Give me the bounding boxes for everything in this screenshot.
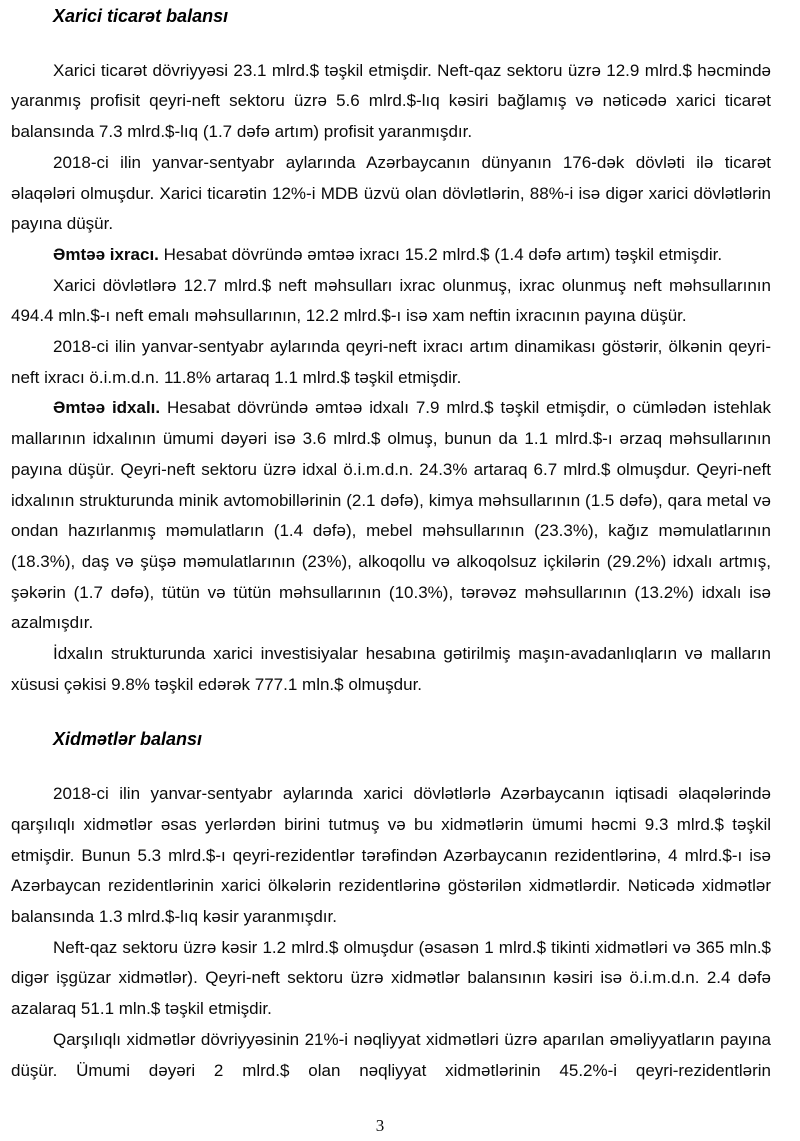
paragraph-text: İdxalın strukturunda xarici investisiyalar hesabına gətirilmiş maşın-avadanlıqların və malların xüsusi çəkisi 9.8% təşkil edərək 777.1 mln.$ olmuşdur. — [11, 644, 771, 694]
paragraph-text: 2018-ci ilin yanvar-sentyabr aylarında xarici dövlətlərlə Azərbaycanın iqtisadi əlaqələrində qarşılıqlı xidmətlər əsas yerlərdən birini tutmuş və bu xidmətlərin ümumi həcmi 9.3 mlrd.$ təşkil etmişdir. Bunun 5.3 mlrd.$-ı qeyri-rezidentlər tərəfindən Azərbaycanın rezidentlərinə, 4 mlrd.$-ı isə Azərbaycan rezidentlərinin xarici ölkələrin rezidentlərinə göstərilən xidmətlərdir. Nəticədə xidmətlər balansında 1.3 mlrd.$-lıq kəsir yaranmışdır. — [11, 784, 771, 926]
paragraph-text: Hesabat dövründə əmtəə ixracı 15.2 mlrd.$ (1.4 dəfə artım) təşkil etmişdir. — [158, 244, 723, 264]
paragraph-transport-services — [11, 1025, 771, 1086]
page-number: 3 — [375, 1116, 385, 1135]
paragraph-nonoil-exports — [11, 332, 771, 393]
page-content — [11, 0, 771, 1086]
paragraph-bold-lead: Əmtəə idxalı. — [53, 398, 161, 418]
paragraph-text: 2018-ci ilin yanvar-sentyabr aylarında qeyri-neft ixracı artım dinamikası göstərir, ölkənin qeyri-neft ixracı ö.i.m.d.n. 11.8% artaraq 1.1 mlrd.$ təşkil etmişdir. — [11, 337, 771, 387]
paragraph-text: Qarşılıqlı xidmətlər dövriyyəsinin 21%-i nəqliyyat xidmətləri üzrə aparılan əməliyyatların payına düşür. Ümumi dəyəri 2 mlrd.$ olan nəqliyyat xidmətlərinin 45.2%-i qeyri-rezidentlərin — [11, 1029, 771, 1080]
paragraph-text: 2018-ci ilin yanvar-sentyabr aylarında Azərbaycanın dünyanın 176-dək dövləti ilə ticarət əlaqələri olmuşdur. Xarici ticarətin 12%-i MDB üzvü olan dövlətlərin, 88%-i isə digər xarici dövlətlərin payına düşür. — [11, 152, 771, 234]
paragraph-text: Xarici ticarət dövriyyəsi 23.1 mlrd.$ təşkil etmişdir. Neft-qaz sektoru üzrə 12.9 mlrd.$ həcmində yaranmış profisit qeyri-neft sektoru üzrə 5.6 mlrd.$-lıq kəsiri bağlamış və nəticədə xarici ticarət balansında 7.3 mlrd.$-lıq (1.7 dəfə artım) profisit yaranmışdır. — [11, 60, 771, 142]
paragraph-trade-turnover — [11, 56, 771, 148]
paragraph-services-deficit — [11, 933, 771, 1025]
section-heading-foreign-trade-balance: Xarici ticarət balansı — [53, 6, 229, 26]
paragraph-commodity-imports — [11, 393, 771, 639]
paragraph-machinery-imports — [11, 639, 771, 700]
paragraph-text: Hesabat dövründə əmtəə idxalı 7.9 mlrd.$ təşkil etmişdir, o cümlədən istehlak mallarının idxalının ümumi dəyəri isə 3.6 mlrd.$ olmuş, bunun da 1.1 mlrd.$-ı ərzaq məhsullarının payına düşür. Qeyri-neft sektoru üzrə idxal ö.i.m.d.n. 24.3% artaraq 6.7 mlrd.$ olmuşdur. Qeyri-neft idxalının strukturunda minik avtomobillərinin (2.1 dəfə), kimya məhsullarının (1.5 dəfə), qara metal və ondan hazırlanmış məmulatların (1.4 dəfə), mebel məhsullarının (23.3%), kağız məmulatlarının (18.3%), daş və şüşə məmulatlarının (23%), alkoqollu və alkoqolsuz içkilərin (29.2%) idxalı artmış, şəkərin (1.7 dəfə), tütün və tütün məhsullarının (10.3%), tərəvəz məhsullarının (13.2%) idxalı isə azalmışdır. — [11, 398, 771, 633]
paragraph-commodity-exports — [11, 240, 771, 271]
paragraph-trade-partners — [11, 148, 771, 240]
paragraph-bold-lead: Əmtəə ixracı. — [53, 244, 159, 264]
paragraph-text: Xarici dövlətlərə 12.7 mlrd.$ neft məhsulları ixrac olunmuş, ixrac olunmuş neft məhsullarının 494.4 mln.$-ı neft emalı məhsullarının, 12.2 mlrd.$-ı isə xam neftin ixracının payına düşür. — [11, 275, 771, 326]
paragraph-text: Neft-qaz sektoru üzrə kəsir 1.2 mlrd.$ olmuşdur (əsasən 1 mlrd.$ tikinti xidmətləri və 365 mln.$ digər işgüzar xidmətlər). Qeyri-neft sektoru üzrə xidmətlər balansının kəsiri isə ö.i.m.d.n. 2.4 dəfə azalaraq 51.1 mln.$ təşkil etmişdir. — [11, 937, 771, 1019]
paragraph-services-overview — [11, 779, 771, 933]
section-heading-services-balance: Xidmətlər balansı — [53, 729, 203, 750]
paragraph-oil-exports — [11, 271, 771, 332]
